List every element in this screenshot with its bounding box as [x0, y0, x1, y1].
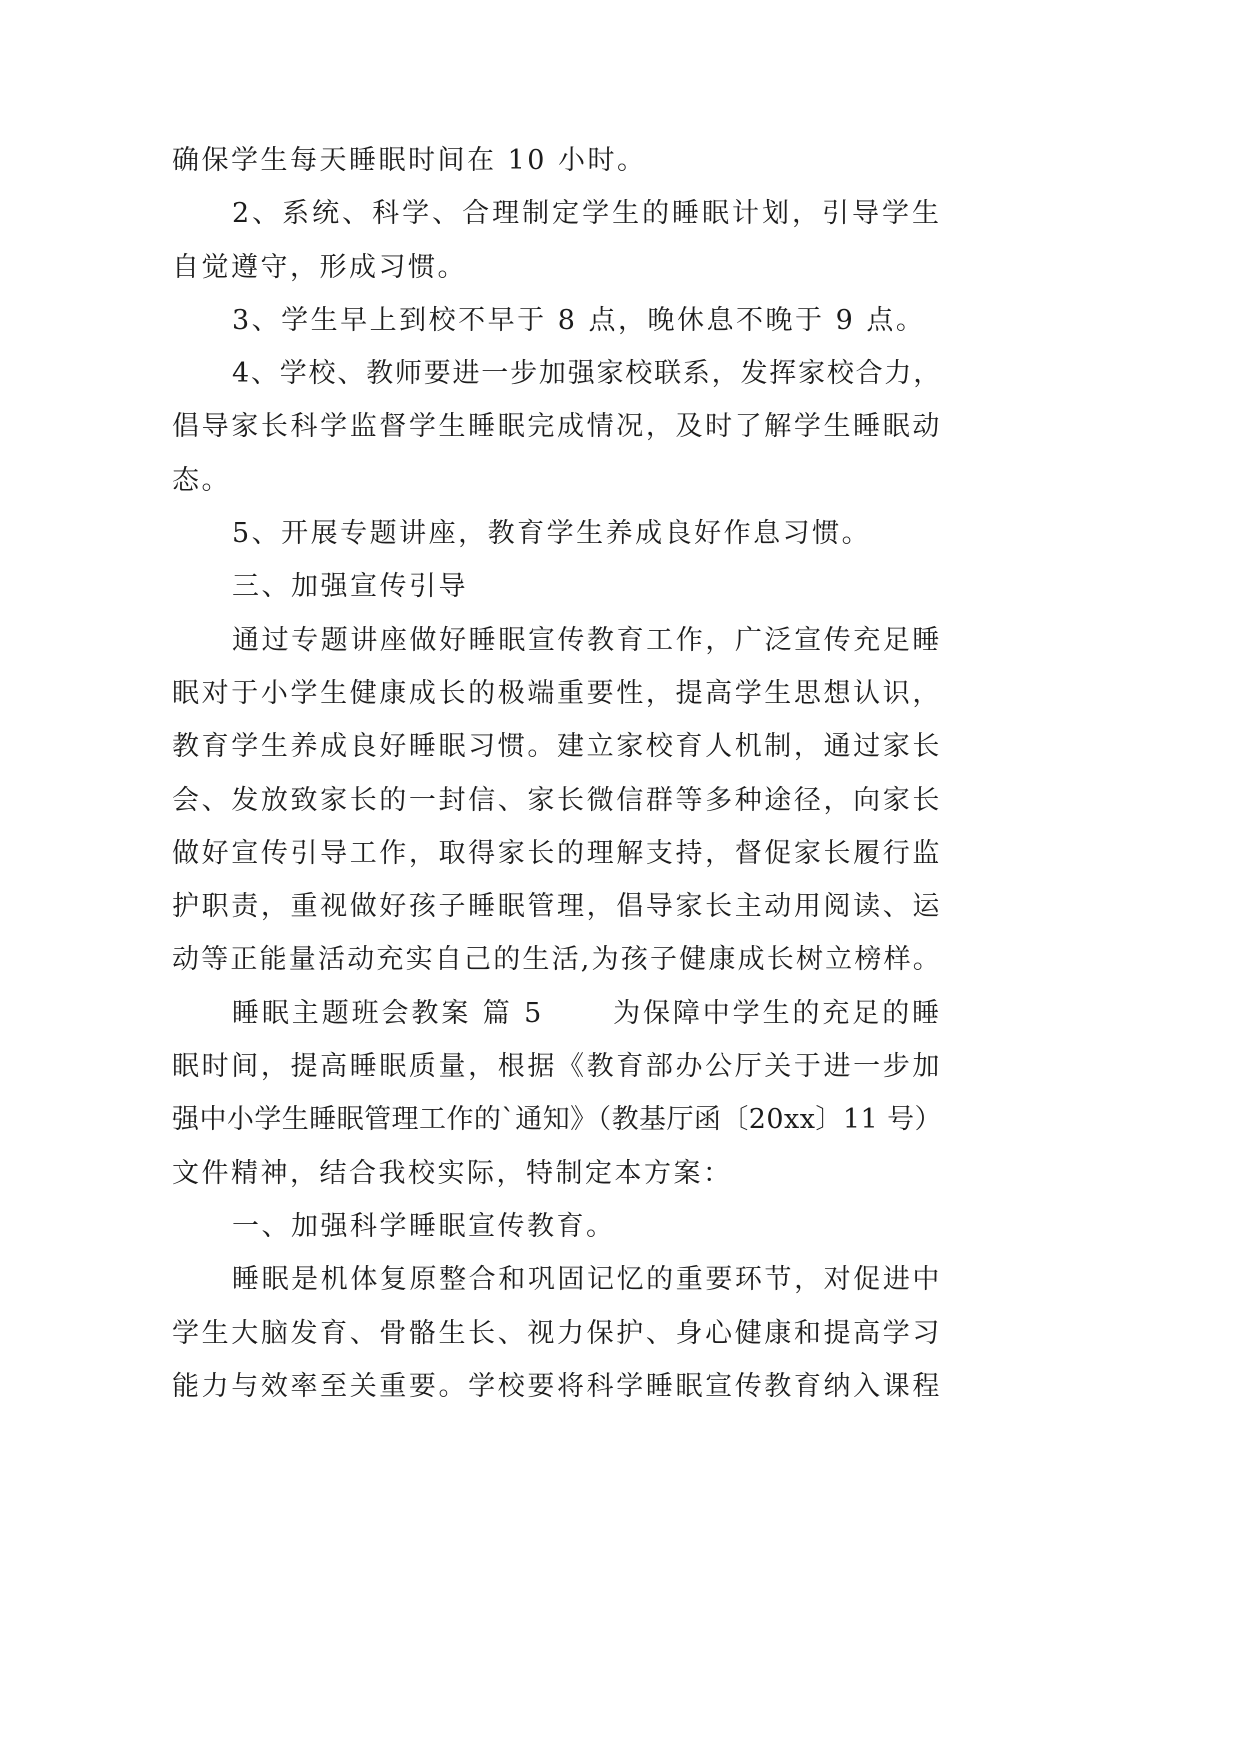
- list-item-4: [172, 347, 942, 507]
- text-line: 学生大脑发育、骨骼生长、视力保护、身心健康和提高学习: [172, 1317, 942, 1349]
- lesson-plan-intro-paragraph: [172, 987, 942, 1200]
- body-paragraph: [172, 1253, 942, 1413]
- text-line: 教育学生养成良好睡眠习惯。建立家校育人机制，通过家长: [172, 731, 942, 763]
- text-line: 3、学生早上到校不早于 8 点，晚休息不晚于 9 点。: [232, 304, 926, 336]
- text-line: 会、发放致家长的一封信、家长微信群等多种途径，向家长: [172, 784, 942, 816]
- text-line: 三、加强宣传引导: [232, 571, 468, 603]
- text-line: 做好宣传引导工作，取得家长的理解支持，督促家长履行监: [172, 837, 942, 869]
- text-line: 文件精神，结合我校实际，特制定本方案：: [172, 1157, 733, 1189]
- section-heading-3: [172, 560, 942, 613]
- list-item-2: [172, 187, 942, 294]
- text-line: 倡导家长科学监督学生睡眠完成情况，及时了解学生睡眠动: [172, 411, 942, 443]
- list-item-3: [172, 294, 942, 347]
- text-line: 通过专题讲座做好睡眠宣传教育工作，广泛宣传充足睡: [232, 624, 942, 656]
- list-item-5: [172, 507, 942, 560]
- text-line: 自觉遵守，形成习惯。: [172, 251, 467, 283]
- text-line: 睡眠主题班会教案 篇 5 为保障中学生的充足的睡: [232, 997, 942, 1029]
- text-line: 护职责，重视做好孩子睡眠管理，倡导家长主动用阅读、运: [172, 891, 942, 923]
- paragraph-continued: [172, 134, 942, 187]
- text-line: 眠对于小学生健康成长的极端重要性，提高学生思想认识，: [172, 677, 942, 709]
- text-line: 态。: [172, 464, 231, 496]
- text-line: 确保学生每天睡眠时间在 10 小时。: [172, 145, 647, 176]
- document-page: [172, 134, 942, 1413]
- text-line: 强中小学生睡眠管理工作的`通知》（教基厅函〔20xx〕11 号）: [172, 1104, 942, 1136]
- text-line: 一、加强科学睡眠宣传教育。: [232, 1210, 616, 1242]
- text-line: 5、开展专题讲座，教育学生养成良好作息习惯。: [232, 518, 872, 550]
- text-line: 动等正能量活动充实自己的生活,为孩子健康成长树立榜样。: [172, 944, 942, 976]
- section-heading-1: [172, 1200, 942, 1253]
- text-line: 2、系统、科学、合理制定学生的睡眠计划，引导学生: [232, 198, 942, 230]
- body-paragraph: [172, 614, 942, 987]
- text-line: 眠时间，提高睡眠质量，根据《教育部办公厅关于进一步加: [172, 1051, 942, 1083]
- text-line: 能力与效率至关重要。学校要将科学睡眠宣传教育纳入课程: [172, 1370, 942, 1402]
- text-line: 4、学校、教师要进一步加强家校联系，发挥家校合力，: [232, 358, 942, 390]
- text-line: 睡眠是机体复原整合和巩固记忆的重要环节，对促进中: [232, 1264, 942, 1296]
